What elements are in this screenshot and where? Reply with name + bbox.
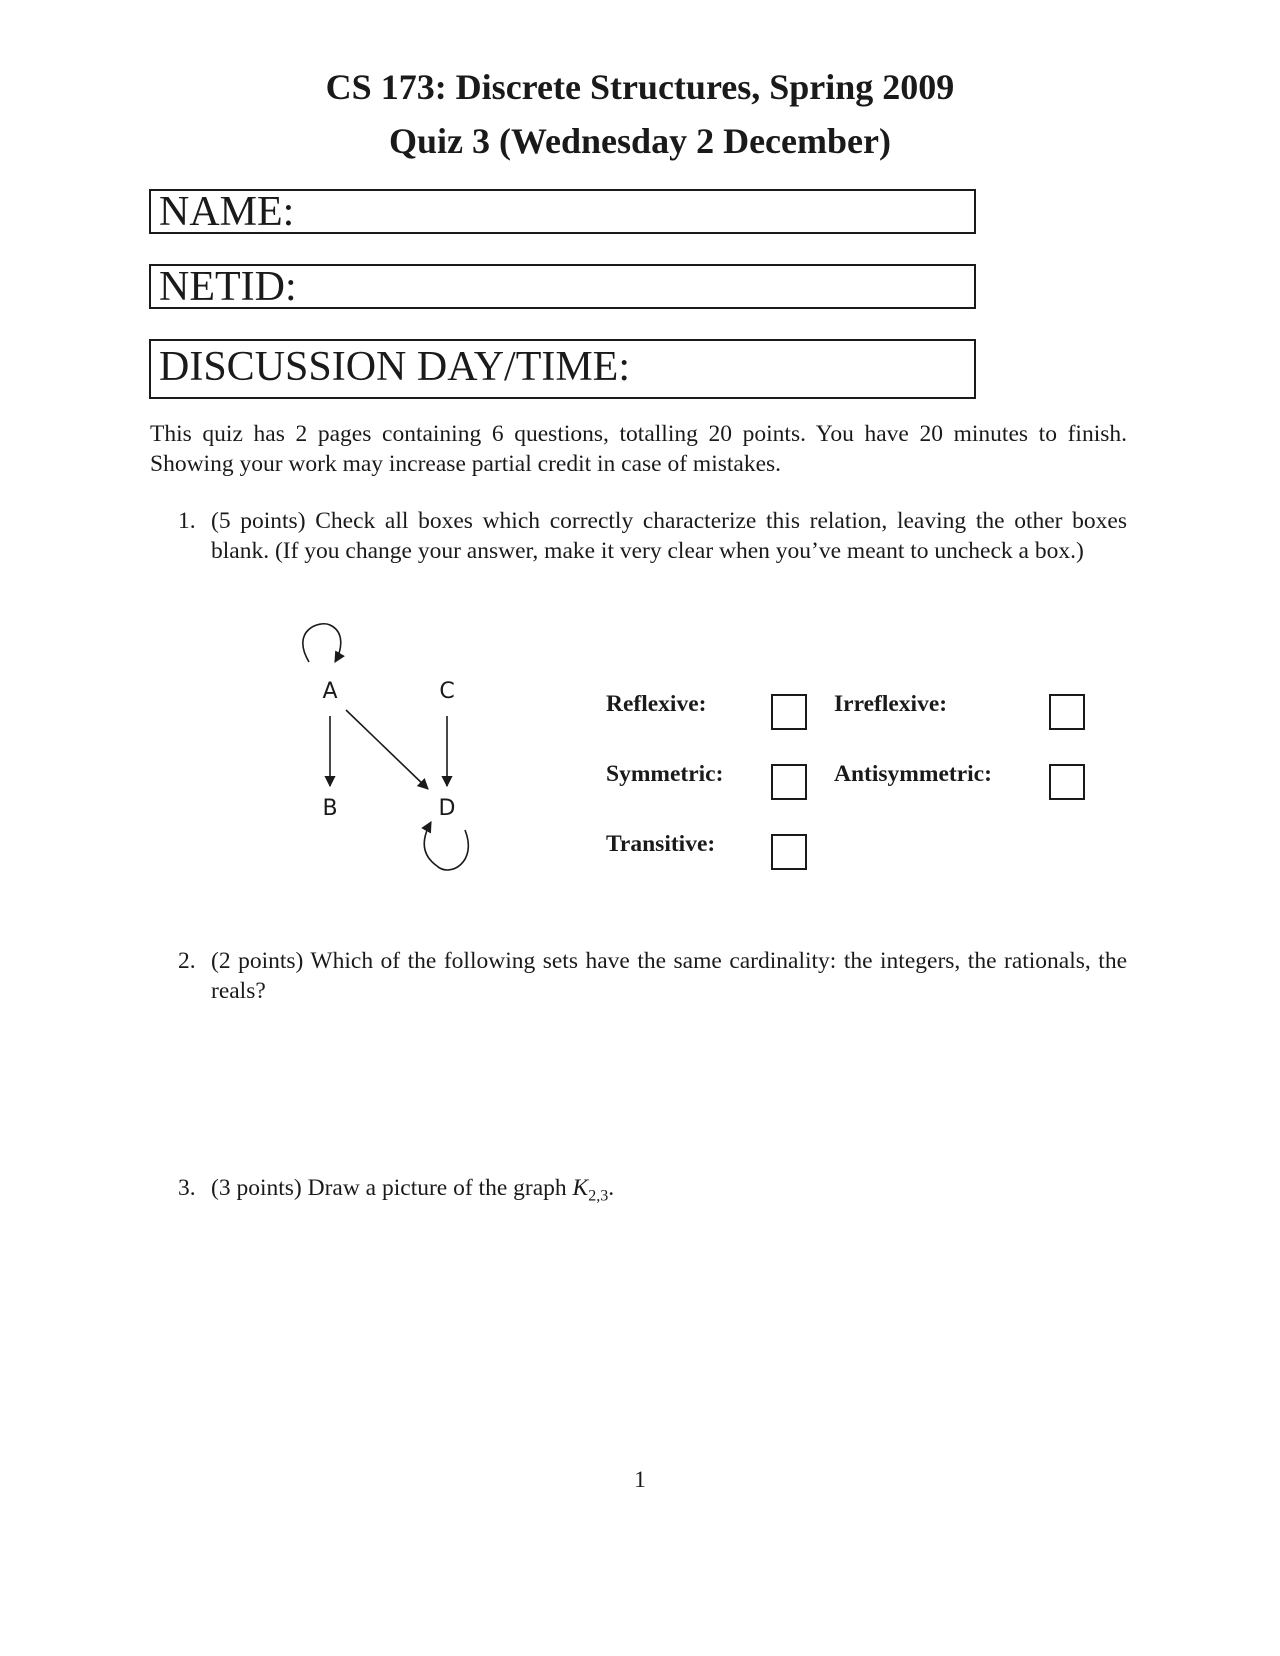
graph-subscript: 2,3 (588, 1187, 609, 1205)
question-2-number: 2. (178, 948, 196, 974)
instructions-paragraph: This quiz has 2 pages containing 6 questions, totalling 20 points. You have 20 minutes to finish. Showing your work may increase partial credit in case of mistakes. (150, 421, 1127, 477)
page-number: 1 (634, 1467, 646, 1493)
antisymmetric-checkbox[interactable] (1049, 764, 1085, 800)
question-1-text: (5 points) Check all boxes which correctly characterize this relation, leaving the other boxes blank. (If you change your answer, make it very clear when you’ve meant to uncheck a box.) (211, 508, 1127, 564)
symmetric-checkbox[interactable] (771, 764, 807, 800)
antisymmetric-label: Antisymmetric: (834, 761, 992, 787)
irreflexive-label: Irreflexive: (834, 691, 948, 717)
reflexive-label: Reflexive: (606, 691, 707, 717)
transitive-label: Transitive: (606, 831, 716, 857)
node-a: A (322, 679, 338, 704)
transitive-checkbox[interactable] (771, 834, 807, 870)
edge-a-d (346, 710, 428, 789)
edge-a-a (303, 624, 341, 662)
question-3-prefix: (3 points) Draw a picture of the graph (211, 1175, 573, 1201)
netid-field[interactable] (149, 264, 976, 309)
name-field[interactable] (149, 189, 976, 234)
question-1-number: 1. (178, 508, 196, 534)
quiz-subtitle: Quiz 3 (Wednesday 2 December) (389, 121, 891, 161)
page-title: CS 173: Discrete Structures, Spring 2009 (325, 67, 955, 107)
discussion-label: DISCUSSION DAY/TIME: (159, 344, 631, 390)
node-c: C (439, 679, 455, 704)
question-3-number: 3. (178, 1175, 196, 1201)
node-d: D (438, 796, 456, 821)
discussion-field[interactable] (149, 339, 976, 399)
graph-symbol: K (572, 1175, 589, 1201)
question-3-suffix: . (608, 1175, 615, 1201)
symmetric-label: Symmetric: (606, 761, 724, 787)
netid-label: NETID: (159, 264, 297, 310)
irreflexive-checkbox[interactable] (1049, 694, 1085, 730)
edge-d-d (424, 822, 468, 870)
name-label: NAME: (159, 189, 295, 235)
question-2-text: (2 points) Which of the following sets have the same cardinality: the integers, the rationals, the reals? (211, 948, 1127, 1004)
reflexive-checkbox[interactable] (771, 694, 807, 730)
question-3-text (211, 1173, 1127, 1212)
node-b: B (322, 796, 338, 821)
relation-graph (280, 610, 500, 890)
